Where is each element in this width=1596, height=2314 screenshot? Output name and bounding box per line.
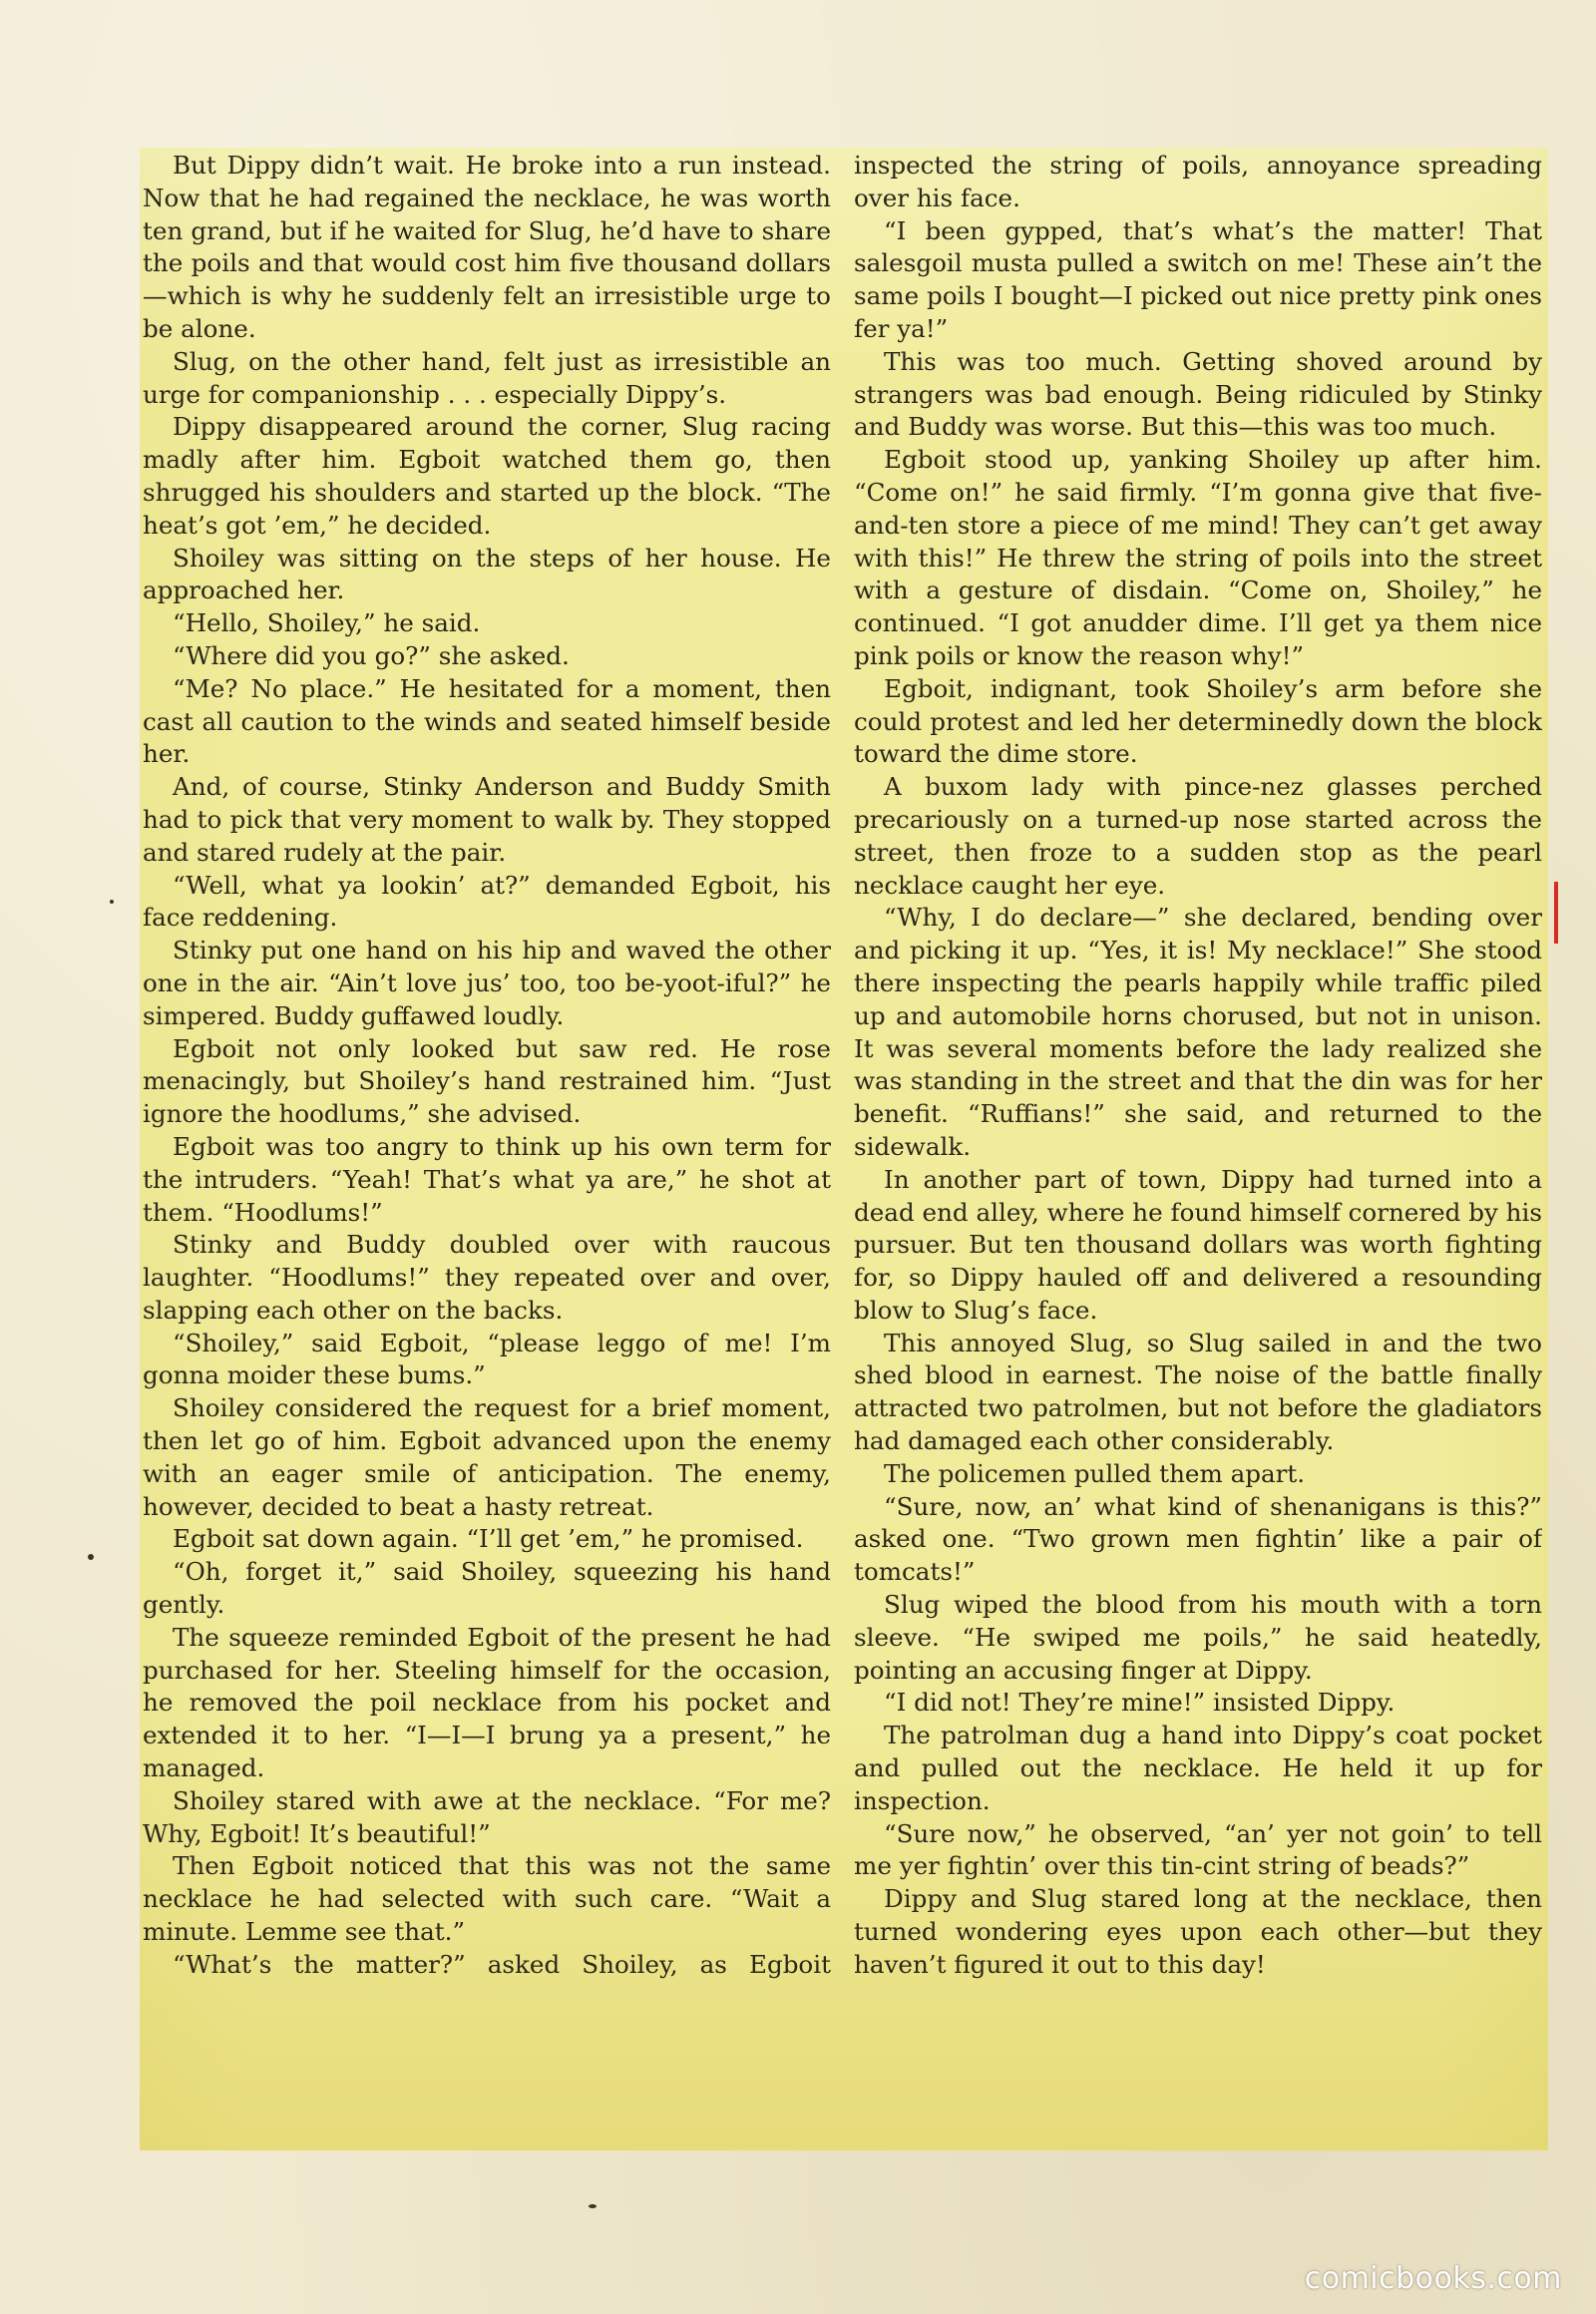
paragraph: Slug wiped the blood from his mouth with a torn sleeve. “He swiped me poils,” he said heatedly, pointing an accusing finger at Dippy. [854,1590,1542,1685]
paragraph: Egboit not only looked but saw red. He rose menacingly, but Shoiley’s hand restrained him. “Just ignore the hoodlums,” she advised. [143,1033,831,1129]
print-speck [589,2204,597,2208]
paragraph: “Shoiley,” said Egboit, “please leggo of me! I’m gonna moider these bums.” [143,1328,831,1390]
paragraph: Shoiley was sitting on the steps of her house. He approached her. [143,543,831,605]
paragraph: The patrolman dug a hand into Dippy’s coat pocket and pulled out the necklace. He held it up for inspection. [854,1721,1542,1815]
right-text-column [854,150,1542,2144]
paragraph: “Sure, now, an’ what kind of shenanigans is this?” asked one. “Two grown men fightin’ like a pair of tomcats!” [854,1491,1542,1587]
paragraph: Then Egboit noticed that this was not the same necklace he had selected with such care. “Wait a minute. Lemme see that.” [143,1851,831,1947]
print-speck [110,900,114,904]
paragraph: And, of course, Stinky Anderson and Buddy Smith had to pick that very moment to walk by. They stopped and stared rudely at the pair. [143,772,831,867]
red-margin-mark [1554,882,1558,944]
watermark: comicbooks.com [1304,2261,1562,2296]
paragraph: Egboit sat down again. “I’ll get ’em,” he promised. [173,1524,804,1554]
paragraph: Egboit stood up, yanking Shoiley up after him. “Come on!” he said firmly. “I’m gonna give that five-and-ten store a piece of me mind! They can’t get away with this!” He threw the string of poils into the street with a gesture of disdain. “Come on, Shoiley,” he continued. “I got anudder dime. I’ll get ya them nice pink poils or know the reason why!” [854,445,1542,670]
paragraph: “Oh, forget it,” said Shoiley, squeezing his hand gently. [143,1557,831,1620]
paragraph: Egboit, indignant, took Shoiley’s arm before she could protest and led her determinedly down the block toward the dime store. [854,673,1542,769]
paragraph: Dippy and Slug stared long at the necklace, then turned wondering eyes upon each other—but they haven’t figured it out to this day! [854,1884,1542,1979]
paragraph: Egboit was too angry to think up his own term for the intruders. “Yeah! That’s what ya are,” he shot at them. “Hoodlums!” [143,1131,831,1227]
paragraph: This was too much. Getting shoved around by strangers was bad enough. Being ridiculed by Stinky and Buddy was worse. But this—this was too much. [854,346,1542,442]
paragraph: The squeeze reminded Egboit of the present he had purchased for her. Steeling himself for the occasion, he removed the poil necklace from his pocket and extended it to her. “I—I—I brung ya a present,” he managed. [143,1622,831,1783]
paragraph: In another part of town, Dippy had turned into a dead end alley, where he found himself cornered by his pursuer. But ten thousand dollars was worth fighting for, so Dippy hauled off and delivered a resounding blow to Slug’s face. [854,1164,1542,1325]
paragraph: “Hello, Shoiley,” he said. [173,608,481,638]
paragraph: “Why, I do declare—” she declared, bending over and picking it up. “Yes, it is! My necklace!” She stood there inspecting the pearls happily while traffic piled up and automobile horns chorused, but not in unison. It was several moments before the lady realized she was standing in the street and that the din was for her benefit. “Ruffians!” she said, and returned to the sidewalk. [854,903,1542,1161]
paragraph: “Me? No place.” He hesitated for a moment, then cast all caution to the winds and seated himself beside her. [143,673,831,769]
paragraph-continued: “What’s the matter?” asked Shoiley, as Egboit [173,1949,831,1979]
paragraph: Shoiley considered the request for a brief moment, then let go of him. Egboit advanced upon the enemy with an eager smile of anticipation. The enemy, however, decided to beat a hasty retreat. [143,1393,831,1521]
paragraph: “Sure now,” he observed, “an’ yer not goin’ to tell me yer fightin’ over this tin-cint string of beads?” [854,1818,1542,1881]
paragraph: Slug, on the other hand, felt just as irresistible an urge for companionship . . . especially Dippy’s. [143,346,831,409]
left-text-column [143,150,831,2144]
paragraph: A buxom lady with pince-nez glasses perched precariously on a turned-up nose started across the street, then froze to a sudden stop as the pearl necklace caught her eye. [854,772,1542,900]
print-speck [88,1554,94,1560]
paragraph: “Where did you go?” she asked. [173,640,570,670]
paragraph: Stinky put one hand on his hip and waved the other one in the air. “Ain’t love jus’ too, too be-yoot-iful?” he simpered. Buddy guffawed loudly. [143,936,831,1030]
paragraph: “Well, what ya lookin’ at?” demanded Egboit, his face reddening. [143,870,831,933]
paragraph: This annoyed Slug, so Slug sailed in and the two shed blood in earnest. The noise of the battle finally attracted two patrolmen, but not before the gladiators had damaged each other considerably. [854,1328,1542,1456]
paragraph-continuation: inspected the string of poils, annoyance spreading over his face. [854,151,1542,212]
paragraph: Stinky and Buddy doubled over with raucous laughter. “Hoodlums!” they repeated over and over, slapping each other on the backs. [143,1230,831,1325]
paragraph: “I been gypped, that’s what’s the matter! That salesgoil musta pulled a switch on me! These ain’t the same poils I bought—I picked out nice pretty pink ones fer ya!” [854,215,1542,343]
paragraph: The policemen pulled them apart. [884,1458,1306,1488]
paragraph: Dippy disappeared around the corner, Slug racing madly after him. Egboit watched them go, then shrugged his shoulders and started up the block. “The heat’s got ’em,” he decided. [143,412,831,540]
paragraph: Shoiley stared with awe at the necklace. “For me? Why, Egboit! It’s beautiful!” [143,1785,831,1848]
paragraph: “I did not! They’re mine!” insisted Dippy. [884,1688,1396,1718]
paragraph: But Dippy didn’t wait. He broke into a run instead. Now that he had regained the necklace, he was worth ten grand, but if he waited for Slug, he’d have to share the poils and that would cost him five thousand dollars—which is why he suddenly felt an irresistible urge to be alone. [143,151,831,343]
